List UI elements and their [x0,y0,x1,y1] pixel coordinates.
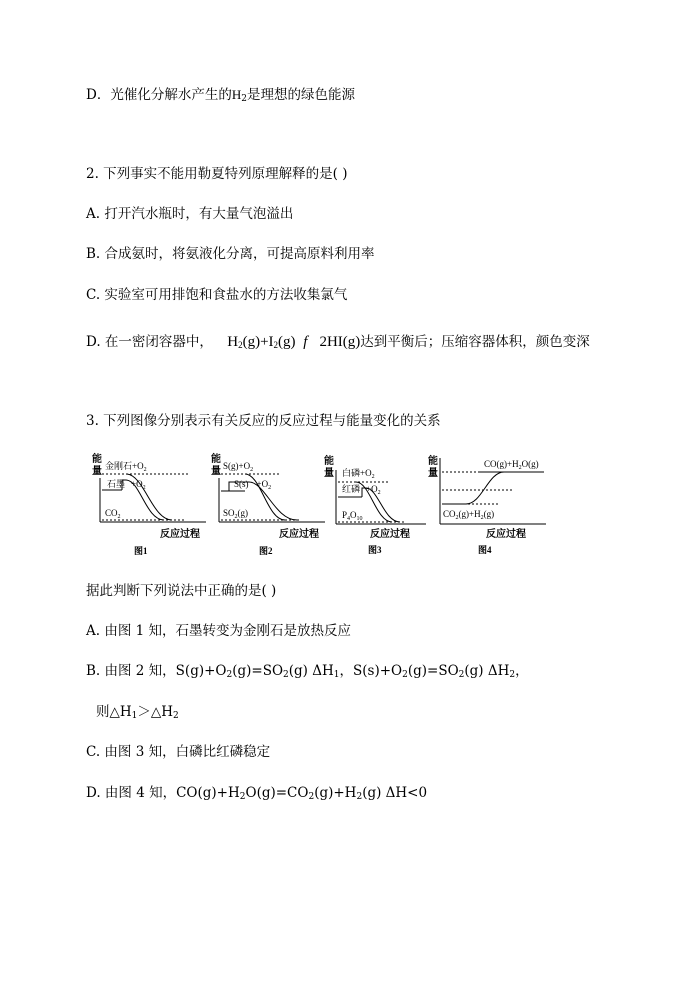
fig1-ylabel-1: 能 [92,454,102,465]
q2-stem: 2. 下列事实不能用勒夏特列原理解释的是( ) [86,166,348,182]
fig2-bottom-label: $SO_2(g)$ [223,508,249,520]
figure-4 [426,452,551,560]
fig2-ylabel-2: 量 [211,466,221,477]
fig3-ylabel-1: 能 [324,456,334,467]
fig1-top-label: 金刚石$+O_2$ [105,461,147,473]
q2-option-d: D. 在一密闭容器中， $H_2(g)+I_2(g)$ f 2HI(g)达到平衡后；压缩容器体积，颜色变深 [86,334,590,350]
fig3-caption: 图3 [368,545,382,555]
q2-option-c: C. 实验室可用排饱和食盐水的方法收集氯气 [86,287,348,303]
fig1-bottom-label: $CO_2$ [105,508,121,520]
q3-stem: 3. 下列图像分别表示有关反应的反应过程与能量变化的关系 [86,413,441,429]
figure-2 [205,450,330,562]
figure-3 [322,452,432,560]
fig2-caption: 图2 [259,546,273,556]
fig3-xlabel: 反应过程 [370,529,410,540]
fig1-caption: 图1 [134,546,148,556]
fig1-xlabel: 反应过程 [160,529,200,540]
q3-option-b: B. 由图 2 知，$S(g)+O_2(g)=SO_2(g)$ $\Delta H_1$，$S(s)+O_2(g)=SO_2(g)$ $\Delta H_2$， [86,663,529,680]
q3-option-d: D. 由图 4 知，$CO(g)+H_2O(g)=CO_2(g)+H_2(g)$ ΔH<0 [86,785,428,802]
fig3-mid-label: 红磷 $+O_2$ [342,484,381,496]
fig4-bottom-label: $CO_2(g)+H_2(g)$ [443,509,495,521]
fig2-ylabel-1: 能 [211,454,221,465]
q3-judge: 据此判断下列说法中正确的是( ) [86,583,277,599]
figure-1 [86,450,211,562]
q2-option-a: A. 打开汽水瓶时，有大量气泡溢出 [86,206,294,222]
fig2-mid-label: $S(s) +O_2$ [234,479,272,491]
fig4-top-label: $CO(g)+H_2O(g)$ [484,459,539,471]
fig3-top-label: 白磷$+O_2$ [342,468,375,480]
fig1-ylabel-2: 量 [92,466,102,477]
fig3-ylabel-2: 量 [324,468,334,479]
equilibrium-equation: $H_2(g)+I_2(g)$ f 2HI(g) [227,334,361,350]
fig2-top-label: $S(g)+O_2$ [223,461,254,473]
fig4-ylabel-1: 能 [428,456,438,467]
fig4-curve [456,472,510,504]
fig1-mid-label: 石墨 $+O_2$ [107,479,146,491]
q2-option-b: B. 合成氨时，将氨液化分离，可提高原料利用率 [86,246,375,262]
fig4-caption: 图4 [478,545,492,555]
fig4-xlabel: 反应过程 [486,529,526,540]
h2-species: H [231,87,242,102]
q1-option-d: D．光催化分解水产生的$H_2$是理想的绿色能源 [86,87,355,104]
fig4-ylabel-2: 量 [428,468,438,479]
fig2-xlabel: 反应过程 [279,529,319,540]
q3-option-c: C. 由图 3 知，白磷比红磷稳定 [86,744,271,760]
fig3-bottom-label: $P_4O_{10}$ [342,510,363,522]
q3-option-a: A. 由图 1 知，石墨转变为金刚石是放热反应 [86,623,352,639]
q3-option-b-continued: 则$\triangle H_1>\triangle H_2$ [96,704,179,721]
